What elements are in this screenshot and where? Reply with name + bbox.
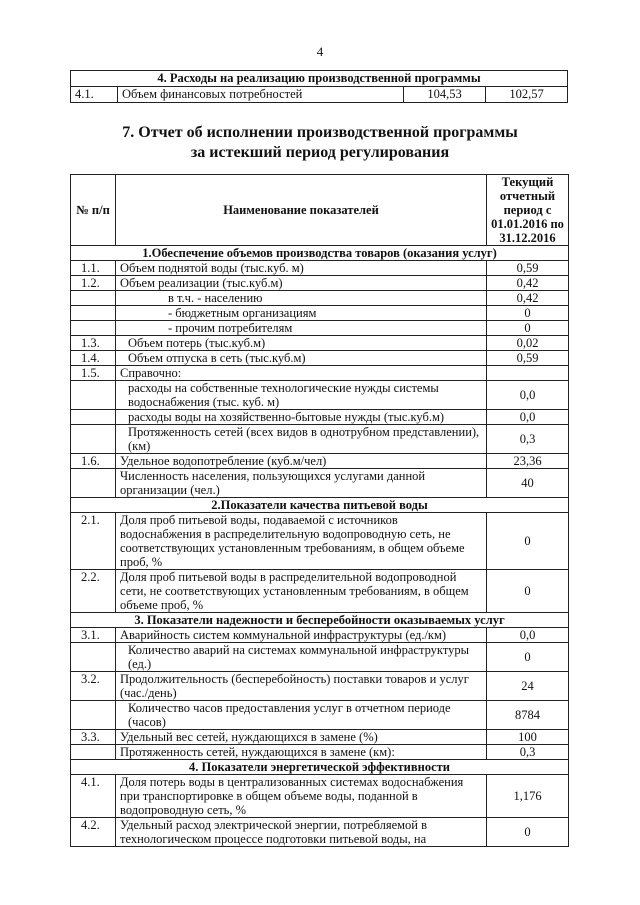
row-name: - прочим потребителям: [116, 321, 487, 336]
table-row: [71, 672, 569, 701]
row-number: [71, 701, 116, 730]
row-name: Удельный вес сетей, нуждающихся в замене (%): [116, 730, 487, 745]
row-number: 2.1.: [71, 513, 116, 570]
row-value: 0: [487, 818, 569, 847]
table-row: [71, 701, 569, 730]
row-name: в т.ч. - населению: [116, 291, 487, 306]
row-number: [71, 469, 116, 498]
table-row: [71, 628, 569, 643]
table-row: [71, 570, 569, 613]
table-row: [71, 425, 569, 454]
table-row: [71, 351, 569, 366]
row-name: Доля потерь воды в централизованных системах водоснабжения при транспортировке в общем объеме воды, поданной в водопроводную сеть, %: [116, 775, 487, 818]
row-number: 4.1.: [71, 87, 118, 103]
row-number: 1.2.: [71, 276, 116, 291]
row-name: Удельное водопотребление (куб.м/чел): [116, 454, 487, 469]
table-row: [71, 775, 569, 818]
row-value: 0,3: [487, 425, 569, 454]
row-name: Количество аварий на системах коммунальной инфраструктуры (ед.): [116, 643, 487, 672]
row-name: Количество часов предоставления услуг в отчетном периоде (часов): [116, 701, 487, 730]
table-section-row: [71, 613, 569, 628]
row-name: расходы воды на хозяйственно-бытовые нужды (тыс.куб.м): [116, 410, 487, 425]
report-title-line-1: 7. Отчет об исполнении производственной программы: [122, 124, 518, 141]
row-value: 23,36: [487, 454, 569, 469]
row-value: 24: [487, 672, 569, 701]
row-value: 0: [487, 321, 569, 336]
row-number: 1.6.: [71, 454, 116, 469]
table-row: [71, 291, 569, 306]
table-row: [71, 745, 569, 760]
table-row: [71, 336, 569, 351]
row-name: расходы на собственные технологические нужды системы водоснабжения (тыс. куб. м): [116, 381, 487, 410]
row-value: 0,59: [487, 351, 569, 366]
row-number: 3.1.: [71, 628, 116, 643]
row-number: [71, 321, 116, 336]
table-row: [71, 410, 569, 425]
row-value: 8784: [487, 701, 569, 730]
row-name: Протяженность сетей (всех видов в однотрубном представлении), (км): [116, 425, 487, 454]
report-title-line-2: за истекший период регулирования: [190, 144, 450, 161]
row-number: [71, 643, 116, 672]
section-title: 1.Обеспечение объемов производства товаров (оказания услуг): [71, 246, 569, 261]
row-value: 0,0: [487, 410, 569, 425]
row-name: Объем потерь (тыс.куб.м): [116, 336, 487, 351]
row-number: 1.4.: [71, 351, 116, 366]
table-row: [71, 276, 569, 291]
row-name: Справочно:: [116, 366, 487, 381]
table-row: [71, 87, 568, 103]
row-number: 3.3.: [71, 730, 116, 745]
row-value: 0: [487, 306, 569, 321]
table-header-row: [71, 175, 569, 246]
table-row: [71, 469, 569, 498]
row-value: 100: [487, 730, 569, 745]
row-number: [71, 410, 116, 425]
row-number: [71, 306, 116, 321]
row-number: 4.1.: [71, 775, 116, 818]
section-title: 3. Показатели надежности и бесперебойности оказываемых услуг: [71, 613, 569, 628]
row-value: 0,3: [487, 745, 569, 760]
table-section-row: [71, 71, 568, 87]
row-value: 0,42: [487, 291, 569, 306]
row-number: 2.2.: [71, 570, 116, 613]
row-number: 1.1.: [71, 261, 116, 276]
header-name: Наименование показателей: [116, 175, 487, 246]
report-table-body: [71, 246, 569, 847]
table-section-row: [71, 760, 569, 775]
row-name: - бюджетным организациям: [116, 306, 487, 321]
row-value: 40: [487, 469, 569, 498]
row-value: 0: [487, 570, 569, 613]
row-value: 0: [487, 643, 569, 672]
row-number: [71, 745, 116, 760]
row-number: [71, 381, 116, 410]
row-number: 1.3.: [71, 336, 116, 351]
table-row: [71, 513, 569, 570]
row-name: Продолжительность (бесперебойность) поставки товаров и услуг (час./день): [116, 672, 487, 701]
table-section-row: [71, 498, 569, 513]
report-table: [70, 174, 569, 847]
section-title: 4. Показатели энергетической эффективности: [71, 760, 569, 775]
row-value: 0,0: [487, 628, 569, 643]
row-number: 3.2.: [71, 672, 116, 701]
table-row: [71, 306, 569, 321]
row-name: Аварийность систем коммунальной инфраструктуры (ед./км): [116, 628, 487, 643]
table-row: [71, 321, 569, 336]
header-num: № п/п: [71, 175, 116, 246]
row-name: Протяженность сетей, нуждающихся в замене (км):: [116, 745, 487, 760]
row-number: 4.2.: [71, 818, 116, 847]
row-value-2: 102,57: [486, 87, 568, 103]
row-name: Объем поднятой воды (тыс.куб. м): [116, 261, 487, 276]
row-value: [487, 366, 569, 381]
row-name: Доля проб питьевой воды, подаваемой с источников водоснабжения в распределительную водопроводную сеть, не соответствующих установленным требованиям, в общем объеме проб, %: [116, 513, 487, 570]
row-value: 0: [487, 513, 569, 570]
table-row: [71, 818, 569, 847]
report-title: [0, 123, 640, 163]
row-number: [71, 291, 116, 306]
row-name: Объем финансовых потребностей: [118, 87, 404, 103]
row-value: 0,42: [487, 276, 569, 291]
row-name: Объем отпуска в сеть (тыс.куб.м): [116, 351, 487, 366]
financial-needs-table: [70, 70, 568, 103]
row-value: 1,176: [487, 775, 569, 818]
row-number: [71, 425, 116, 454]
table-row: [71, 381, 569, 410]
row-value: 0,02: [487, 336, 569, 351]
header-period: Текущий отчетный период с 01.01.2016 по 31.12.2016: [487, 175, 569, 246]
table-row: [71, 454, 569, 469]
table-row: [71, 261, 569, 276]
row-value: 0,0: [487, 381, 569, 410]
page-number: 4: [316, 44, 324, 59]
row-number: 1.5.: [71, 366, 116, 381]
row-name: Численность населения, пользующихся услугами данной организации (чел.): [116, 469, 487, 498]
row-name: Доля проб питьевой воды в распределительной водопроводной сети, не соответствующих установленным требованиям, в общем объеме проб, %: [116, 570, 487, 613]
table-row: [71, 366, 569, 381]
row-value-1: 104,53: [404, 87, 486, 103]
section-title: 4. Расходы на реализацию производственной программы: [71, 71, 568, 87]
table-row: [71, 730, 569, 745]
table-section-row: [71, 246, 569, 261]
row-name: Объем реализации (тыс.куб.м): [116, 276, 487, 291]
row-name: Удельный расход электрической энергии, потребляемой в технологическом процессе подготовки питьевой воды, на: [116, 818, 487, 847]
section-title: 2.Показатели качества питьевой воды: [71, 498, 569, 513]
table-row: [71, 643, 569, 672]
row-value: 0,59: [487, 261, 569, 276]
